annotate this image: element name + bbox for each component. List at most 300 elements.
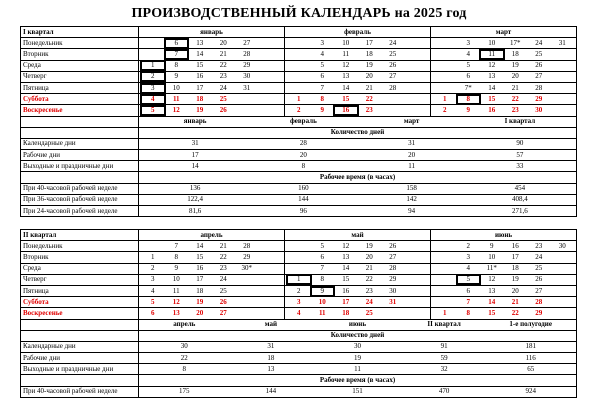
q2-date: 27 xyxy=(535,286,543,295)
q2-date: 13 xyxy=(488,286,496,295)
q2-date: 26 xyxy=(219,297,227,306)
q2-date: 5 xyxy=(320,241,324,250)
q1-date: 8 xyxy=(457,95,481,104)
q1-date xyxy=(259,72,283,81)
q2-date: 2 xyxy=(297,286,301,295)
q2-month-days-cell xyxy=(431,308,577,319)
q2-date: 11 xyxy=(172,286,180,295)
q1-date: 26 xyxy=(389,61,397,70)
q2-stat-values-grid xyxy=(141,387,574,396)
q2-date xyxy=(405,287,429,296)
q1-day-row xyxy=(21,60,577,71)
q2-week-grid xyxy=(141,309,282,318)
q1-week-grid xyxy=(433,50,574,59)
q2-month-days-cell xyxy=(431,285,577,296)
q2-month-days-cell xyxy=(431,274,577,285)
q1-week-grid xyxy=(287,84,428,93)
q1-header-row xyxy=(21,27,577,38)
q1-date: 24 xyxy=(389,38,397,47)
q1-week-grid xyxy=(141,84,282,93)
q1-day-label: Понедельник xyxy=(21,38,139,49)
q2-date xyxy=(259,275,283,284)
q1-date: 4 xyxy=(141,95,165,104)
q1-date: 9 xyxy=(466,105,470,114)
q2-summary-header-row xyxy=(21,319,577,330)
q1-week-grid xyxy=(141,50,282,59)
q2-date: 12 xyxy=(488,275,496,284)
q2-date: 28 xyxy=(243,241,251,250)
q1-date: 16 xyxy=(488,105,496,114)
q1-date: 12 xyxy=(488,61,496,70)
q2-day-label: Понедельник xyxy=(21,241,139,252)
q1-stat-values xyxy=(139,206,577,217)
q2-summary-header: июнь xyxy=(348,320,367,329)
q1-day-row xyxy=(21,71,577,82)
q2-date: 29 xyxy=(535,308,543,317)
q1-date: 12 xyxy=(342,61,350,70)
q2-date: 4 xyxy=(297,308,301,317)
q1-month-days-cell xyxy=(431,71,577,82)
q1-date xyxy=(551,61,575,70)
q2-date: 5 xyxy=(457,275,481,284)
q1-date: 17* xyxy=(510,38,521,47)
q2-stat-row xyxy=(21,364,577,375)
q1-date: 14 xyxy=(342,83,350,92)
q2-day-label: Пятница xyxy=(21,285,139,296)
q1-day-label: Вторник xyxy=(21,49,139,60)
q1-date: 15 xyxy=(196,61,204,70)
q2-month-days-cell xyxy=(139,252,285,263)
q2-month-days-cell xyxy=(285,263,431,274)
q1-stat-label: При 36-часовой рабочей неделе xyxy=(21,194,139,205)
q1-date: 24 xyxy=(219,83,227,92)
q1-stat-values-grid xyxy=(141,139,574,148)
q2-date: 8 xyxy=(466,308,470,317)
q2-date: 30* xyxy=(241,264,252,273)
q2-stat-label: При 40-часовой рабочей неделе xyxy=(21,386,139,397)
q2-month-days-cell xyxy=(139,297,285,308)
q2-date: 6 xyxy=(466,286,470,295)
q2-week-grid xyxy=(433,264,574,273)
q2-date: 16 xyxy=(511,241,519,250)
q2-date: 24 xyxy=(535,252,543,261)
q2-date: 21 xyxy=(511,297,519,306)
q2-summary-header: апрель xyxy=(173,320,196,329)
q2-stat-value: 116 xyxy=(525,353,536,362)
q1-stat-row xyxy=(21,161,577,172)
q1-date: 22 xyxy=(365,94,373,103)
q1-month-days-cell xyxy=(431,38,577,49)
q1-month-days-cell xyxy=(285,60,431,71)
q1-day-label: Среда xyxy=(21,60,139,71)
q1-stat-values-grid xyxy=(141,207,574,216)
q1-month-header: январь xyxy=(139,27,285,38)
q1-date: 8 xyxy=(320,94,324,103)
q1-date: 31 xyxy=(558,38,566,47)
q2-date: 21 xyxy=(365,264,373,273)
q1-stat-value: 144 xyxy=(298,195,309,204)
q1-date: 30 xyxy=(243,72,251,81)
q2-week-grid xyxy=(141,264,282,273)
q1-stat-value: 94 xyxy=(408,206,416,215)
q2-date: 20 xyxy=(365,252,373,261)
q1-date: 20 xyxy=(511,72,519,81)
q2-date xyxy=(405,253,429,262)
q1-summary-header: март xyxy=(403,117,420,126)
q2-stat-row xyxy=(21,353,577,364)
q2-stat-row xyxy=(21,386,577,397)
q2-date: 22 xyxy=(511,308,519,317)
q1-date: 22 xyxy=(511,94,519,103)
q1-month-days-cell xyxy=(431,94,577,105)
q2-date: 4 xyxy=(466,264,470,273)
q1-date: 5 xyxy=(466,61,470,70)
q2-date: 10 xyxy=(172,275,180,284)
q1-quarter-label: I квартал xyxy=(21,27,139,38)
q1-date: 24 xyxy=(535,38,543,47)
q2-stat-value: 91 xyxy=(440,342,448,351)
q1-date: 26 xyxy=(219,105,227,114)
q1-stat-values xyxy=(139,194,577,205)
q1-date xyxy=(551,72,575,81)
q1-month-days-cell xyxy=(139,105,285,116)
q1-date: 14 xyxy=(488,83,496,92)
q2-date xyxy=(259,287,283,296)
q1-stat-label: Календарные дни xyxy=(21,138,139,149)
q1-week-grid xyxy=(287,72,428,81)
q2-date: 19 xyxy=(365,241,373,250)
q1-week-grid xyxy=(433,72,574,81)
q2-date: 24 xyxy=(365,297,373,306)
q2-day-label: Вторник xyxy=(21,252,139,263)
q2-date: 20 xyxy=(196,308,204,317)
q2-stat-value: 18 xyxy=(267,353,275,362)
q2-stat-values-grid xyxy=(141,342,574,351)
q2-date xyxy=(235,298,259,307)
q1-date: 30 xyxy=(535,105,543,114)
q1-date xyxy=(287,39,311,48)
q2-date xyxy=(433,253,457,262)
q1-date: 12 xyxy=(172,105,180,114)
q2-date: 31 xyxy=(389,297,397,306)
q2-date: 15 xyxy=(196,252,204,261)
q1-week-grid xyxy=(433,106,574,115)
q1-date: 2 xyxy=(297,105,301,114)
q2-date: 9 xyxy=(174,264,178,273)
q1-week-grid xyxy=(141,61,282,70)
q2-date xyxy=(287,253,311,262)
q2-month-days-cell xyxy=(139,241,285,252)
q1-month-days-cell xyxy=(139,71,285,82)
q1-date: 11 xyxy=(172,94,180,103)
q1-month-days-cell xyxy=(285,105,431,116)
q1-stat-value: 142 xyxy=(406,195,417,204)
q2-date xyxy=(551,298,575,307)
q2-month-days-cell xyxy=(139,274,285,285)
q2-week-grid xyxy=(433,253,574,262)
q1-date: 9 xyxy=(174,72,178,81)
q1-date xyxy=(405,39,429,48)
q1-day-row xyxy=(21,49,577,60)
q1-date xyxy=(551,84,575,93)
q2-date: 10 xyxy=(318,297,326,306)
q2-date xyxy=(141,242,165,251)
q2-date: 6 xyxy=(320,252,324,261)
q2-date: 29 xyxy=(243,252,251,261)
q2-month-days-cell xyxy=(431,241,577,252)
q1-date: 7* xyxy=(464,83,472,92)
q1-date: 29 xyxy=(535,94,543,103)
q2-stat-value: 31 xyxy=(267,342,275,351)
q2-date: 1 xyxy=(151,252,155,261)
q1-date: 17 xyxy=(196,83,204,92)
q1-week-grid xyxy=(287,50,428,59)
q1-stat-value: 57 xyxy=(516,150,524,159)
q1-date: 9 xyxy=(320,105,324,114)
q1-stat-label: Выходные и праздничные дни xyxy=(21,161,139,172)
q1-date: 26 xyxy=(535,61,543,70)
q1-date: 3 xyxy=(320,38,324,47)
q2-day-row xyxy=(21,252,577,263)
q1-week-grid xyxy=(433,95,574,104)
q2-date: 20 xyxy=(511,286,519,295)
q2-week-grid xyxy=(433,287,574,296)
q2-stat-value: 30 xyxy=(180,342,188,351)
q1-stat-value: 81,6 xyxy=(189,206,202,215)
q2-stat-value: 181 xyxy=(525,342,536,351)
q1-date: 27 xyxy=(243,38,251,47)
q2-month-days-cell xyxy=(285,241,431,252)
q1-date: 20 xyxy=(219,38,227,47)
q1-week-grid xyxy=(433,84,574,93)
q1-date: 21 xyxy=(511,83,519,92)
q1-date: 23 xyxy=(365,105,373,114)
q1-month-days-cell xyxy=(431,105,577,116)
q2-date: 3 xyxy=(151,275,155,284)
q2-date xyxy=(235,287,259,296)
q1-month-days-cell xyxy=(285,71,431,82)
q1-week-grid xyxy=(287,95,428,104)
q1-date: 8 xyxy=(174,61,178,70)
q2-date: 17 xyxy=(511,252,519,261)
q2-month-days-cell xyxy=(285,297,431,308)
q2-week-grid xyxy=(141,287,282,296)
q1-date xyxy=(259,106,283,115)
q2-week-grid xyxy=(287,242,428,251)
q2-date: 1 xyxy=(287,275,311,284)
q2-week-grid xyxy=(141,298,282,307)
q1-date: 18 xyxy=(196,94,204,103)
q1-date xyxy=(141,50,165,59)
q2-date: 16 xyxy=(196,264,204,273)
q1-month-days-cell xyxy=(285,82,431,93)
q1-date: 10 xyxy=(342,38,350,47)
q2-date: 9 xyxy=(490,241,494,250)
q2-month-header: апрель xyxy=(139,230,285,241)
q2-date: 14 xyxy=(342,264,350,273)
q1-stat-values xyxy=(139,150,577,161)
q2-stat-value: 32 xyxy=(440,364,448,373)
q1-stat-value: 14 xyxy=(191,161,199,170)
q1-date: 20 xyxy=(365,72,373,81)
q1-week-grid xyxy=(141,106,282,115)
q2-stat-values-grid xyxy=(141,365,574,374)
q1-month-days-cell xyxy=(285,49,431,60)
q1-day-label: Суббота xyxy=(21,94,139,105)
q2-month-days-cell xyxy=(285,252,431,263)
page-title: ПРОИЗВОДСТВЕННЫЙ КАЛЕНДАРЬ на 2025 год xyxy=(131,6,467,21)
q2-date xyxy=(235,309,259,318)
q2-summary-headers-cell xyxy=(139,319,577,330)
q1-week-grid xyxy=(287,106,428,115)
q1-date: 21 xyxy=(365,83,373,92)
q1-month-days-cell xyxy=(285,38,431,49)
q1-count-corner xyxy=(21,127,139,138)
q1-stat-row xyxy=(21,150,577,161)
q2-date: 19 xyxy=(511,275,519,284)
q2-month-days-cell xyxy=(431,252,577,263)
q1-week-grid xyxy=(141,39,282,48)
q1-month-days-cell xyxy=(431,60,577,71)
q2-date: 8 xyxy=(320,275,324,284)
q1-day-label: Четверг xyxy=(21,71,139,82)
q1-date: 11 xyxy=(342,49,350,58)
q1-date: 14 xyxy=(196,49,204,58)
q2-stat-value: 22 xyxy=(180,353,188,362)
q1-date: 6 xyxy=(165,39,189,48)
q2-date: 1 xyxy=(443,308,447,317)
q1-date: 23 xyxy=(219,72,227,81)
q1-date: 16 xyxy=(334,106,358,115)
q2-week-grid xyxy=(287,309,428,318)
q2-month-days-cell xyxy=(139,285,285,296)
q2-date: 3 xyxy=(297,297,301,306)
q2-date xyxy=(551,264,575,273)
q1-month-days-cell xyxy=(431,49,577,60)
q2-week-grid xyxy=(287,298,428,307)
q2-week-grid xyxy=(287,264,428,273)
q1-date xyxy=(405,72,429,81)
q2-date: 2 xyxy=(466,241,470,250)
q2-date: 7 xyxy=(320,264,324,273)
q2-date: 27 xyxy=(389,252,397,261)
q1-stat-value: 90 xyxy=(516,139,524,148)
q1-month-days-cell xyxy=(139,38,285,49)
q2-date: 25 xyxy=(365,308,373,317)
q1-day-label: Воскресенье xyxy=(21,105,139,116)
q2-week-grid xyxy=(433,298,574,307)
q1-date: 10 xyxy=(488,38,496,47)
q1-date: 28 xyxy=(243,49,251,58)
q1-date: 10 xyxy=(172,83,180,92)
q1-stat-value: 160 xyxy=(298,184,309,193)
q2-month-days-cell xyxy=(431,297,577,308)
q1-stat-value: 20 xyxy=(408,150,416,159)
q2-stat-value: 13 xyxy=(267,364,275,373)
q1-date xyxy=(381,106,405,115)
q2-date xyxy=(259,264,283,273)
q2-hours-title: Рабочее время (в часах) xyxy=(139,375,577,386)
q1-date: 27 xyxy=(389,72,397,81)
q1-summary-headers-grid xyxy=(141,117,574,126)
q1-stat-value: 20 xyxy=(299,150,307,159)
q1-week-grid xyxy=(141,95,282,104)
q1-stat-values xyxy=(139,183,577,194)
q2-date xyxy=(433,275,457,284)
q2-date: 22 xyxy=(365,275,373,284)
q1-date: 5 xyxy=(320,61,324,70)
q2-date xyxy=(551,309,575,318)
q2-summary-corner xyxy=(21,319,139,330)
q1-stat-value: 33 xyxy=(516,161,524,170)
q2-count-title: Количество дней xyxy=(139,330,577,341)
q2-date xyxy=(551,253,575,262)
q2-date xyxy=(433,298,457,307)
q1-date: 13 xyxy=(196,38,204,47)
q1-date xyxy=(433,39,457,48)
q2-date: 25 xyxy=(535,264,543,273)
q1-date xyxy=(433,61,457,70)
q2-date: 9 xyxy=(311,287,335,296)
q2-date: 4 xyxy=(151,286,155,295)
q1-date: 15 xyxy=(488,94,496,103)
q1-date xyxy=(259,39,283,48)
q1-date xyxy=(405,84,429,93)
q1-date: 18 xyxy=(511,49,519,58)
q1-date xyxy=(551,50,575,59)
q2-summary-header: 1-е полугодие xyxy=(509,320,552,329)
q2-day-label: Воскресенье xyxy=(21,308,139,319)
q2-day-row xyxy=(21,241,577,252)
q2-stat-value: 30 xyxy=(353,342,361,351)
q2-date: 12 xyxy=(172,297,180,306)
q2-count-corner xyxy=(21,330,139,341)
q2-stat-value: 144 xyxy=(265,387,277,396)
q1-date xyxy=(287,72,311,81)
q1-month-days-cell xyxy=(139,94,285,105)
q2-stat-values xyxy=(139,341,577,352)
q1-stat-value: 17 xyxy=(191,150,199,159)
q2-day-row xyxy=(21,263,577,274)
q1-date xyxy=(405,95,429,104)
q1-date: 3 xyxy=(466,38,470,47)
q1-calendar-table xyxy=(20,26,577,217)
q2-date: 3 xyxy=(466,252,470,261)
q1-stat-values-grid xyxy=(141,195,574,204)
q1-stat-values xyxy=(139,138,577,149)
q2-date xyxy=(405,309,429,318)
q2-date: 2 xyxy=(151,264,155,273)
q2-week-grid xyxy=(141,253,282,262)
q2-week-grid xyxy=(433,275,574,284)
q1-date xyxy=(287,61,311,70)
q1-month-days-cell xyxy=(285,94,431,105)
q1-stat-value: 11 xyxy=(408,161,415,170)
q2-stat-values xyxy=(139,353,577,364)
q1-date: 28 xyxy=(535,83,543,92)
q1-day-row xyxy=(21,105,577,116)
q2-stat-label: Выходные и праздничные дни xyxy=(21,364,139,375)
q1-stat-value: 31 xyxy=(191,139,199,148)
q2-date xyxy=(551,275,575,284)
q1-stat-values-grid xyxy=(141,162,574,171)
q2-date: 27 xyxy=(219,308,227,317)
q2-date: 28 xyxy=(389,264,397,273)
q2-week-grid xyxy=(433,242,574,251)
q2-day-label: Среда xyxy=(21,263,139,274)
q1-stat-values-grid xyxy=(141,184,574,193)
q1-stat-value: 122,4 xyxy=(187,195,203,204)
